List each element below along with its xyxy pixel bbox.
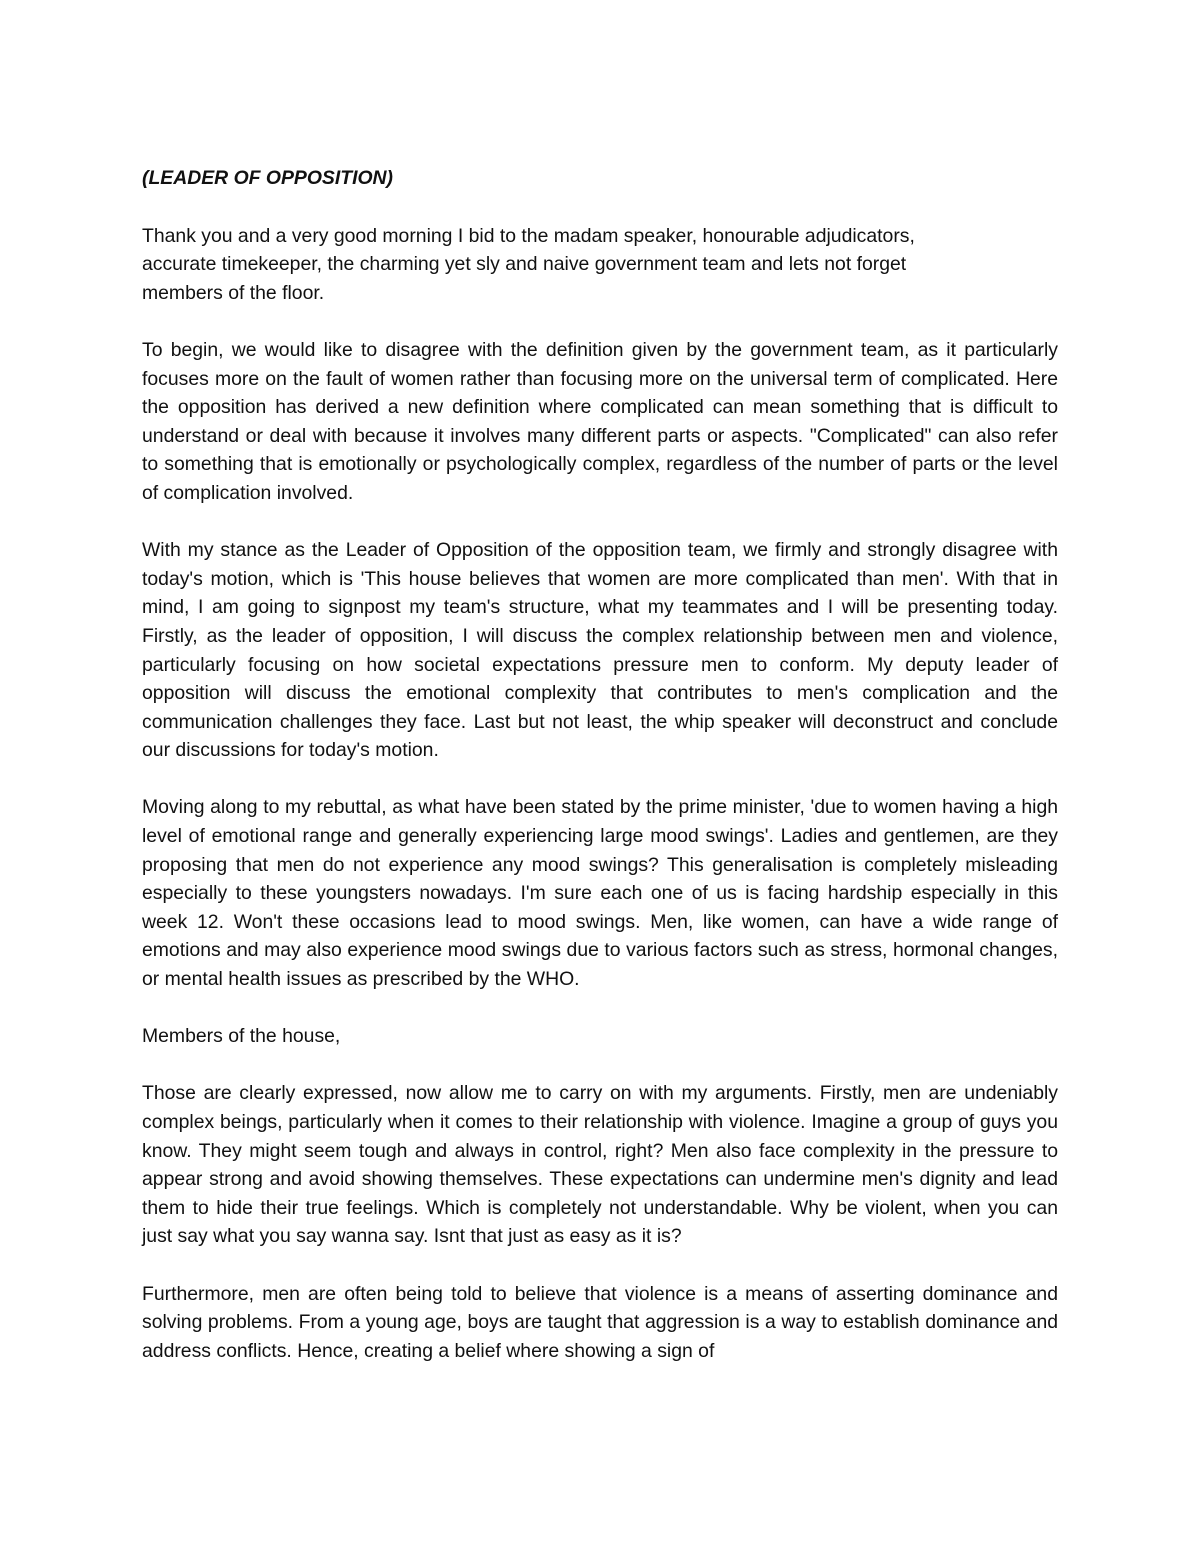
paragraph-line: Isnt that just as easy as it is?	[433, 1225, 682, 1248]
paragraph-rebuttal	[142, 793, 1058, 993]
paragraph-line: that contributes to men's complication and the communication challenges they face. Last but not	[142, 682, 1058, 733]
paragraph-line: also face complexity in the pressure to appear strong and avoid showing themselves. These	[142, 1139, 1058, 1191]
paragraph-line: swings. Men, like women, can have a wide range of emotions and may also experience mood	[142, 910, 1058, 962]
paragraph-line: undeniably complex beings, particularly when it comes to their relationship with violence.	[142, 1082, 1059, 1133]
document-body	[142, 164, 1058, 1394]
paragraph-line: With my stance as the Leader of Opposition of the opposition team, we firmly and strongly	[142, 539, 936, 562]
paragraph-line: pressure men to conform. My deputy leader of opposition will discuss the emotional complexity	[142, 653, 1058, 705]
paragraph-line: generalisation is completely misleading especially to these youngsters nowadays. I'm sure each	[142, 853, 1058, 905]
paragraph-line: relationship between men and violence, particularly focusing on how societal expectations	[142, 624, 1058, 676]
paragraph-line: of complicated. Here the opposition has derived a new definition where complicated can mean	[142, 367, 1058, 419]
paragraph-line: one of us is facing hardship especially in this week 12. Won't these occasions lead to mood	[142, 882, 1058, 933]
paragraph-line: expectations can undermine men's dignity and lead them to hide their true feelings. Which is	[142, 1168, 1058, 1219]
paragraph-line: completely not understandable. Why be violent, when you can just say what you say wanna say.	[142, 1196, 1058, 1248]
paragraph-line: Members of the house,	[142, 1025, 341, 1048]
paragraph-greeting	[142, 222, 1058, 308]
paragraph-line: Moving along to my rebuttal, as what have been stated by the prime minister, 'due to women	[142, 796, 937, 819]
paragraph-definition	[142, 336, 1058, 508]
paragraph-line: prescribed by the WHO.	[372, 968, 580, 991]
paragraph-stance	[142, 536, 1058, 765]
paragraph-line: accurate timekeeper, the charming yet sly and naive government team and lets not forget	[142, 253, 907, 276]
paragraph-line: complex, regardless of the number of parts or the level of complication involved.	[142, 453, 1058, 504]
paragraph-address	[142, 1022, 1058, 1051]
paragraph-line: To begin, we would like to disagree with the definition given by the government team, as it	[142, 338, 956, 361]
paragraph-line: least, the whip speaker will deconstruct and conclude our discussions for today's motion.	[142, 710, 1058, 762]
paragraph-line: having a high level of emotional range and generally experiencing large mood swings'. Ladies	[142, 796, 1059, 848]
paragraph-furthermore	[142, 1280, 1058, 1366]
paragraph-line: than men'. With that in mind, I am going to signpost my team's structure, what my teammates	[142, 567, 1059, 619]
paragraph-line: dominance and solving problems. From a young age, boys are taught that aggression is a way	[142, 1282, 1058, 1334]
paragraph-line: disagree with today's motion, which is 'This house believes that women are more complicated	[142, 539, 1058, 590]
paragraph-line: swings due to various factors such as stress, hormonal changes, or mental health issues as	[142, 939, 1059, 991]
paragraph-arguments	[142, 1079, 1058, 1251]
paragraph-line: Imagine a group of guys you know. They might seem tough and always in control, right? Men	[142, 1111, 1058, 1162]
paragraph-line: Furthermore, men are often being told to believe that violence is a means of asserting	[142, 1282, 915, 1305]
paragraph-line: particularly focuses more on the fault of women rather than focusing more on the universal term	[142, 338, 1058, 390]
paragraph-line: members of the floor.	[142, 281, 325, 304]
paragraph-line: Those are clearly expressed, now allow me to carry on with my arguments. Firstly, men are	[142, 1082, 957, 1105]
document-heading: (LEADER OF OPPOSITION)	[142, 167, 394, 189]
paragraph-line: Thank you and a very good morning I bid to the madam speaker, honourable adjudicators,	[142, 224, 915, 247]
paragraph-line: and gentlemen, are they proposing that men do not experience any mood swings? This	[142, 825, 1059, 876]
paragraph-line: aspects. "Complicated" can also refer to something that is emotionally or psychologically	[142, 424, 1058, 476]
paragraph-line: and I will be presenting today. Firstly, as the leader of opposition, I will discuss the complex	[142, 596, 1058, 647]
paragraph-line: something that is difficult to understand or deal with because it involves many different parts or	[142, 396, 1058, 447]
paragraph-line: to establish dominance and address conflicts. Hence, creating a belief where showing a sign of	[142, 1311, 1059, 1362]
